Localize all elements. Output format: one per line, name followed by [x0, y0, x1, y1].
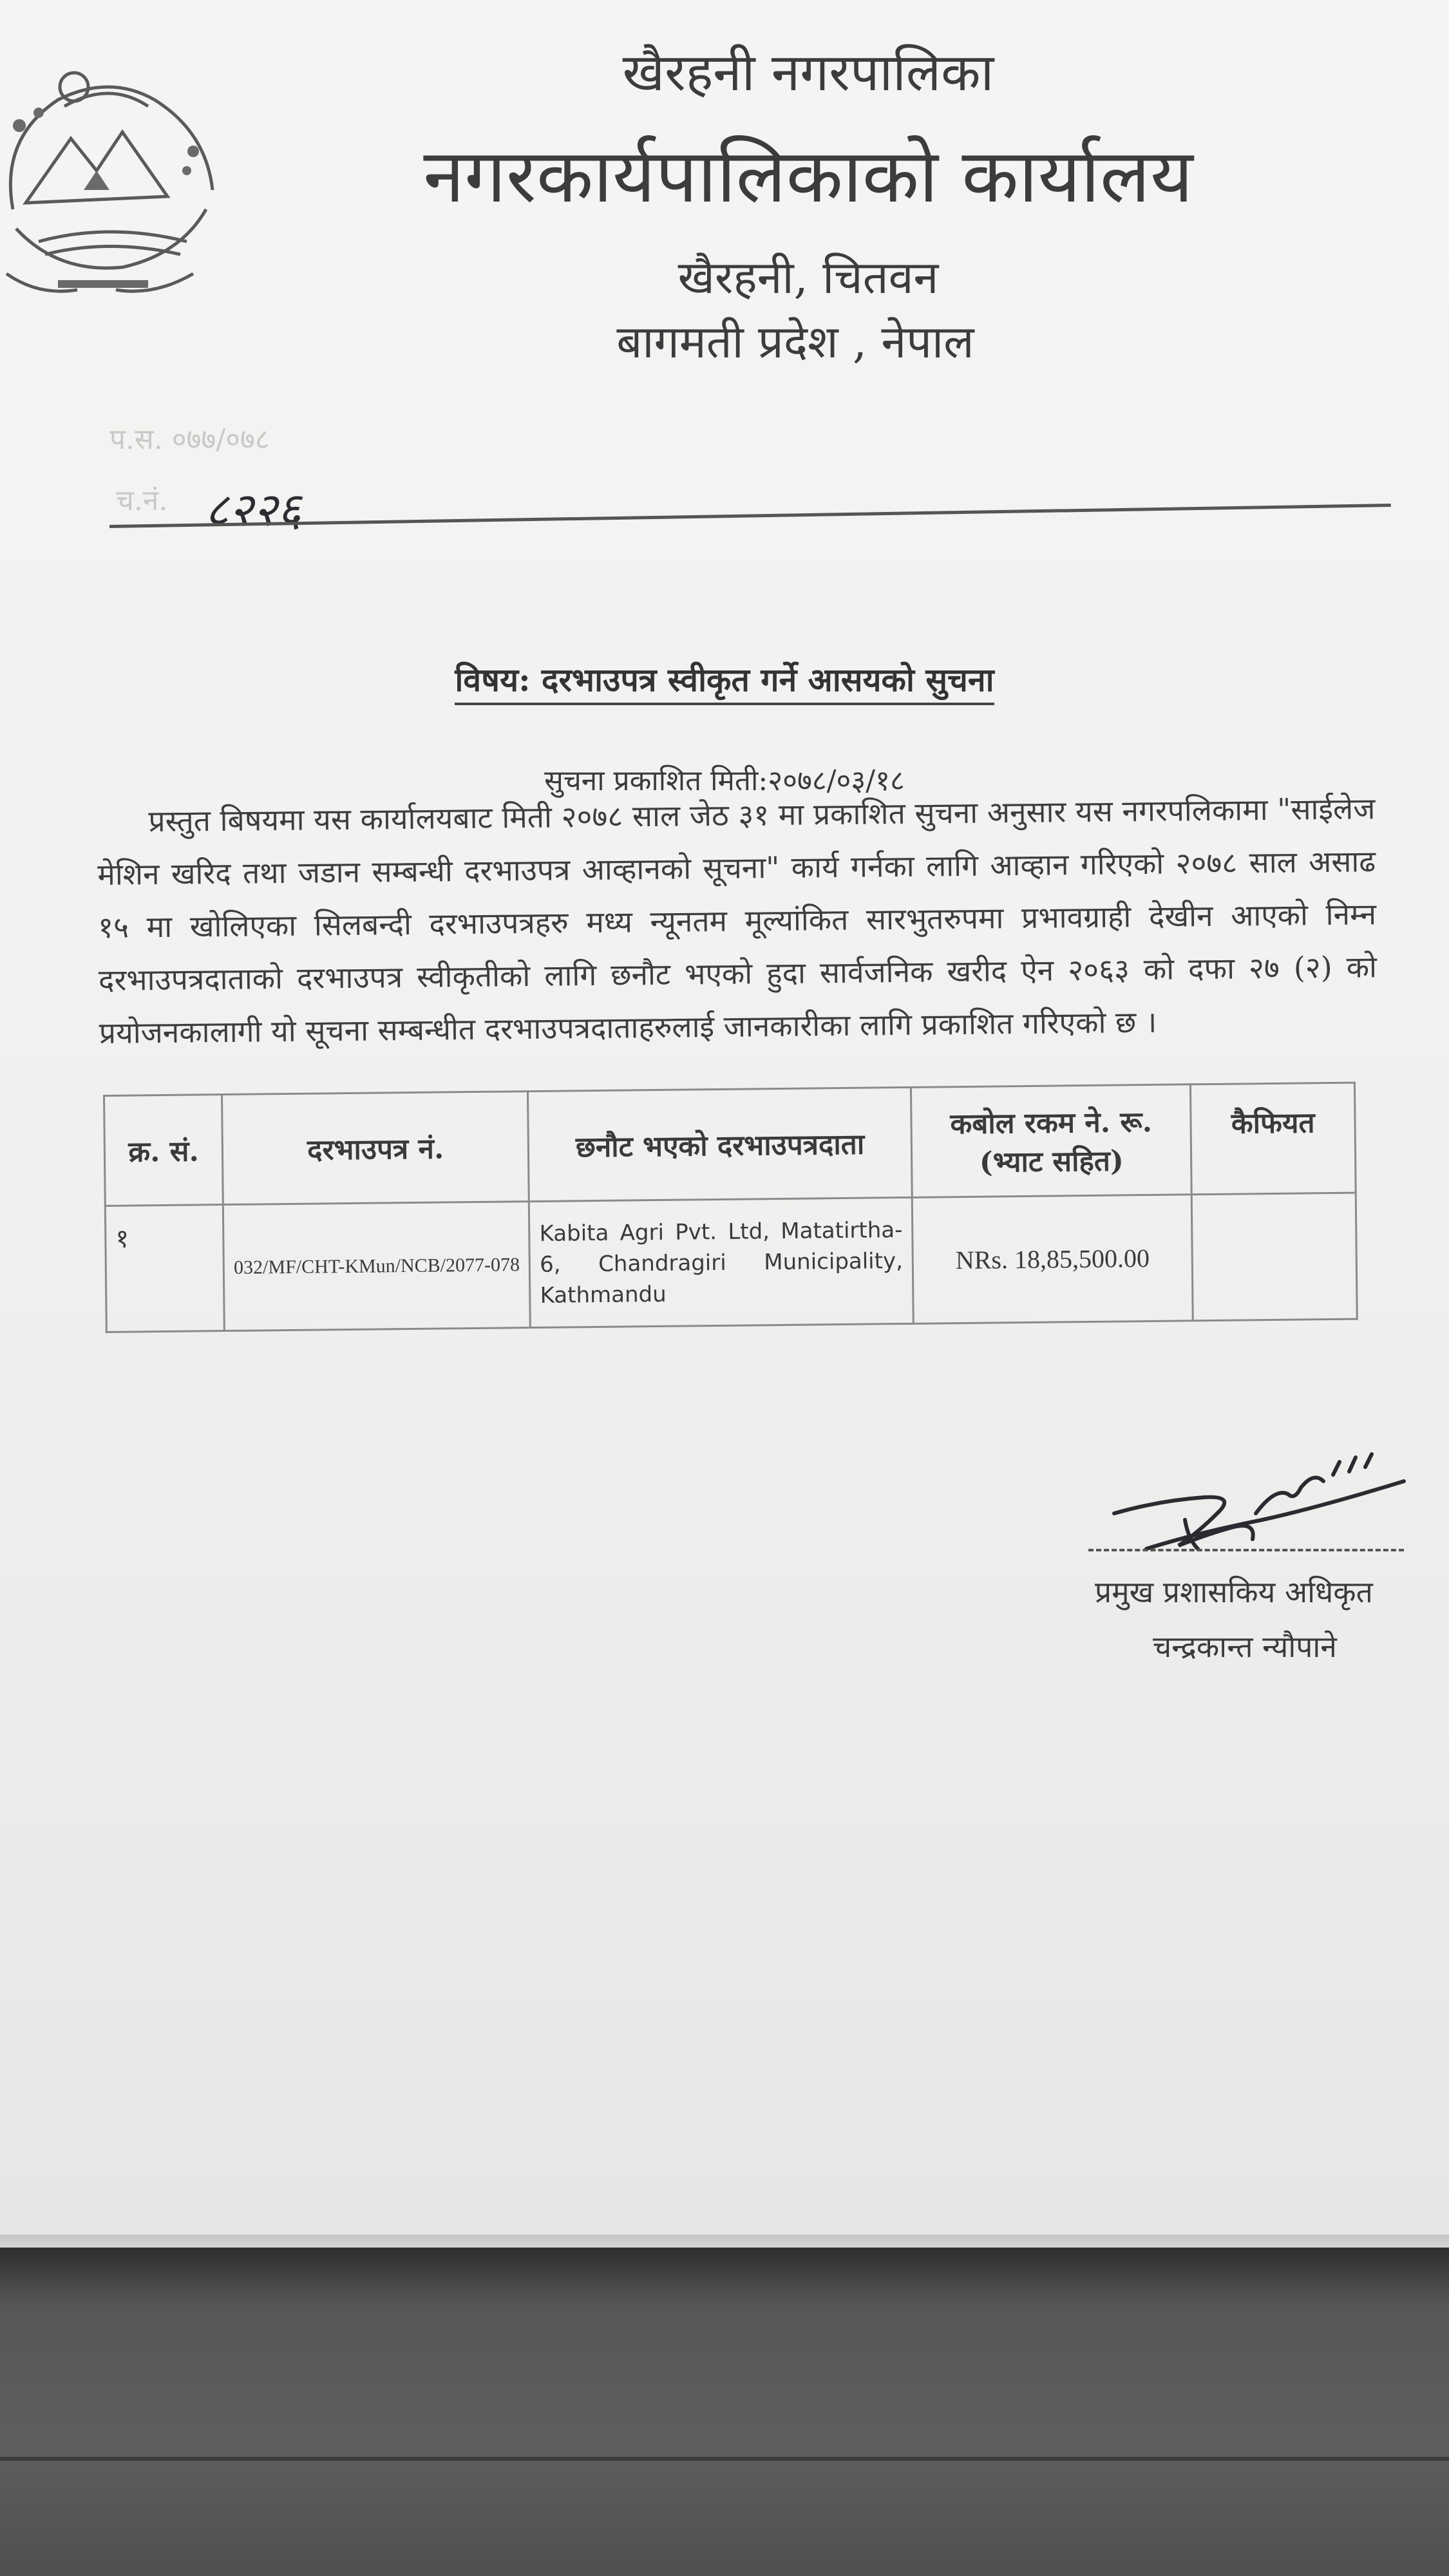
table-row [105, 1193, 1357, 1332]
row-remarks [1191, 1193, 1357, 1321]
notice-published-date: सुचना प्रकाशित मिती:२०७८/०३/१८ [544, 764, 905, 797]
table-header-row [104, 1083, 1356, 1206]
row-serial: १ [105, 1205, 224, 1332]
header-remarks: कैफियत [1191, 1083, 1356, 1195]
header-divider [109, 504, 1391, 528]
province-country: बागमती प्रदेश , नेपाल [616, 316, 974, 368]
header-serial: क्र. सं. [104, 1095, 223, 1206]
row-amount: NRs. 18,85,500.00 [912, 1195, 1193, 1324]
notice-body: प्रस्तुत बिषयमा यस कार्यालयबाट मिती २०७८ साल जेठ ३१ मा प्रकाशित सुचना अनुसार यस नगरपलिकामा "साईलेज मेशिन खरिद तथा जडान सम्बन्धी दरभाउपत्र आव्हानको सूचना" कार्य गर्नका लागि आव्हान गरिएको २०७८ साल असाढ १५ मा खोलिएका सिलबन्दी दरभाउपत्रहरु मध्य न्यूनतम मूल्यांकित सारभुतरुपमा प्रभावग्राही देखीन आएको निम्न दरभाउपत्रदाताको दरभाउपत्र स्वीकृतीको लागि छनौट भएको हुदा सार्वजनिक खरीद ऐन २०६३ को दफा २७ (२) को प्रयोजनकालागी यो सूचना सम्बन्धीत दरभाउपत्रदाताहरुलाई जानकारीका लागि प्रकाशित गरिएको छ । [97, 791, 1378, 1050]
selected-bidder-table [103, 1082, 1358, 1333]
letter-reference-number: प.स. ०७७/०७८ [109, 423, 270, 456]
dispatch-number-label: च.नं. [116, 484, 168, 517]
header-bid-number: दरभाउपत्र नं. [222, 1092, 529, 1205]
dispatch-number-handwritten: ८२२६ [205, 482, 301, 536]
signature-line [1088, 1549, 1404, 1551]
municipality-name: खैरहनी नगरपालिका [622, 43, 994, 102]
background-surface [0, 2248, 1449, 2576]
signature-icon [1108, 1436, 1417, 1578]
row-bid-number: 032/MF/CHT-KMun/NCB/2077-078 [223, 1202, 531, 1331]
background-surface-edge [0, 2457, 1449, 2461]
row-bidder: Kabita Agri Pvt. Ltd, Matatirtha-6, Chandragiri Municipality, Kathmandu [529, 1197, 914, 1327]
office-title: नगरकार्यपालिकाको कार्यालय [423, 133, 1193, 220]
header-amount: कबोल रकम ने. रू. (भ्याट सहित) [911, 1084, 1192, 1198]
notice-subject: विषय: दरभाउपत्र स्वीकृत गर्ने आसयको सुचना [0, 657, 1449, 701]
office-location: खैरहनी, चितवन [677, 251, 939, 304]
signatory-title: प्रमुख प्रशासकिय अधिकृत [1095, 1575, 1373, 1609]
signatory-name: चन्द्रकान्त न्यौपाने [1153, 1629, 1337, 1664]
header-bidder: छनौट भएको दरभाउपत्रदाता [528, 1087, 913, 1201]
